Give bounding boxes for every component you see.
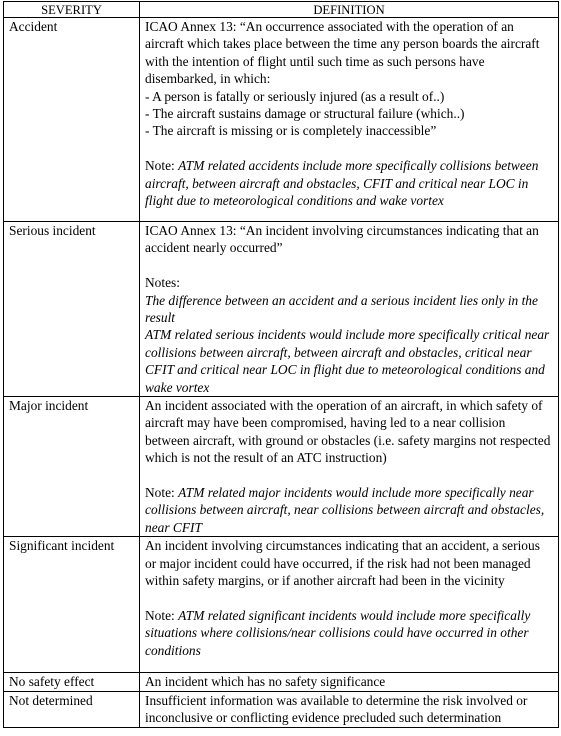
table-row bbox=[4, 537, 559, 673]
note bbox=[145, 157, 553, 209]
table-row bbox=[4, 222, 559, 397]
note bbox=[145, 607, 553, 659]
severity-cell: Major incident bbox=[4, 397, 140, 537]
note-label: Note: bbox=[145, 607, 179, 623]
note-label: Note: bbox=[145, 485, 179, 501]
severity-cell: Accident bbox=[4, 18, 140, 222]
severity-cell: Serious incident bbox=[4, 222, 140, 397]
definition-text: An incident associated with the operation of an aircraft, in which safety of aircraft may have been compromised, having led to a near collision between aircraft, with ground or obstacles (i.e. safety margins not respected which is not the result of an ATC instruction) bbox=[145, 398, 551, 466]
definition-cell bbox=[140, 18, 559, 222]
severity-cell: Significant incident bbox=[4, 537, 140, 673]
note-text: ATM related serious incidents would include more specifically critical near collisions between aircraft, between aircraft and obstacles, critical near CFIT and critical near LOC in flight due to meteorological conditions and wake vortex bbox=[145, 327, 550, 395]
note-text: ATM related significant incidents would include more specifically situations where collisions/near collisions could have occurred in other conditions bbox=[145, 607, 531, 658]
table-row bbox=[4, 673, 559, 691]
bullet-item: - The aircraft is missing or is completely inaccessible” bbox=[145, 123, 437, 139]
definition-text: An incident which has no safety significance bbox=[145, 674, 386, 690]
bullet-item: - The aircraft sustains damage or structural failure (which..) bbox=[145, 106, 465, 122]
header-row bbox=[4, 2, 559, 18]
definition-cell bbox=[140, 222, 559, 397]
definition-cell bbox=[140, 397, 559, 537]
table-row bbox=[4, 18, 559, 222]
definition-header: DEFINITION bbox=[140, 2, 559, 18]
definition-cell bbox=[140, 537, 559, 673]
definition-text: Insufficient information was available to determine the risk involved or inconclusive or conflicting evidence precluded such determination bbox=[145, 692, 528, 726]
note-text: ATM related accidents include more specifically collisions between aircraft, between aircraft and obstacles, CFIT and critical near LOC in flight due to meteorological conditions and wake vortex bbox=[145, 158, 539, 209]
definition-cell bbox=[140, 673, 559, 691]
note-text: The difference between an accident and a serious incident lies only in the result bbox=[145, 292, 538, 326]
definition-text: ICAO Annex 13: “An incident involving circumstances indicating that an accident nearly occurred” bbox=[145, 223, 539, 256]
severity-header: SEVERITY bbox=[4, 2, 140, 18]
table-row bbox=[4, 691, 559, 727]
definition-text: An incident involving circumstances indicating that an accident, a serious or major incident could have occurred, if the risk had not been managed within safety margins, or if another aircraft had been in the vicinity bbox=[145, 538, 540, 589]
notes-label: Notes: bbox=[145, 275, 180, 291]
note-label: Note: bbox=[145, 158, 179, 174]
note-text: ATM related major incidents would include more specifically near collisions between aircraft, near collisions between aircraft and obstacles, near CFIT bbox=[145, 485, 545, 535]
definition-text: ICAO Annex 13: “An occurrence associated with the operation of an aircraft which takes place between the time any person boards the aircraft with the intention of flight until such time as such persons have disembarked, in which: bbox=[145, 19, 540, 87]
note bbox=[145, 484, 553, 536]
definition-cell bbox=[140, 691, 559, 727]
severity-cell: Not determined bbox=[4, 691, 140, 727]
severity-cell: No safety effect bbox=[4, 673, 140, 691]
severity-table bbox=[3, 1, 559, 728]
table-row bbox=[4, 397, 559, 537]
bullet-item: - A person is fatally or seriously injured (as a result of..) bbox=[145, 88, 445, 104]
